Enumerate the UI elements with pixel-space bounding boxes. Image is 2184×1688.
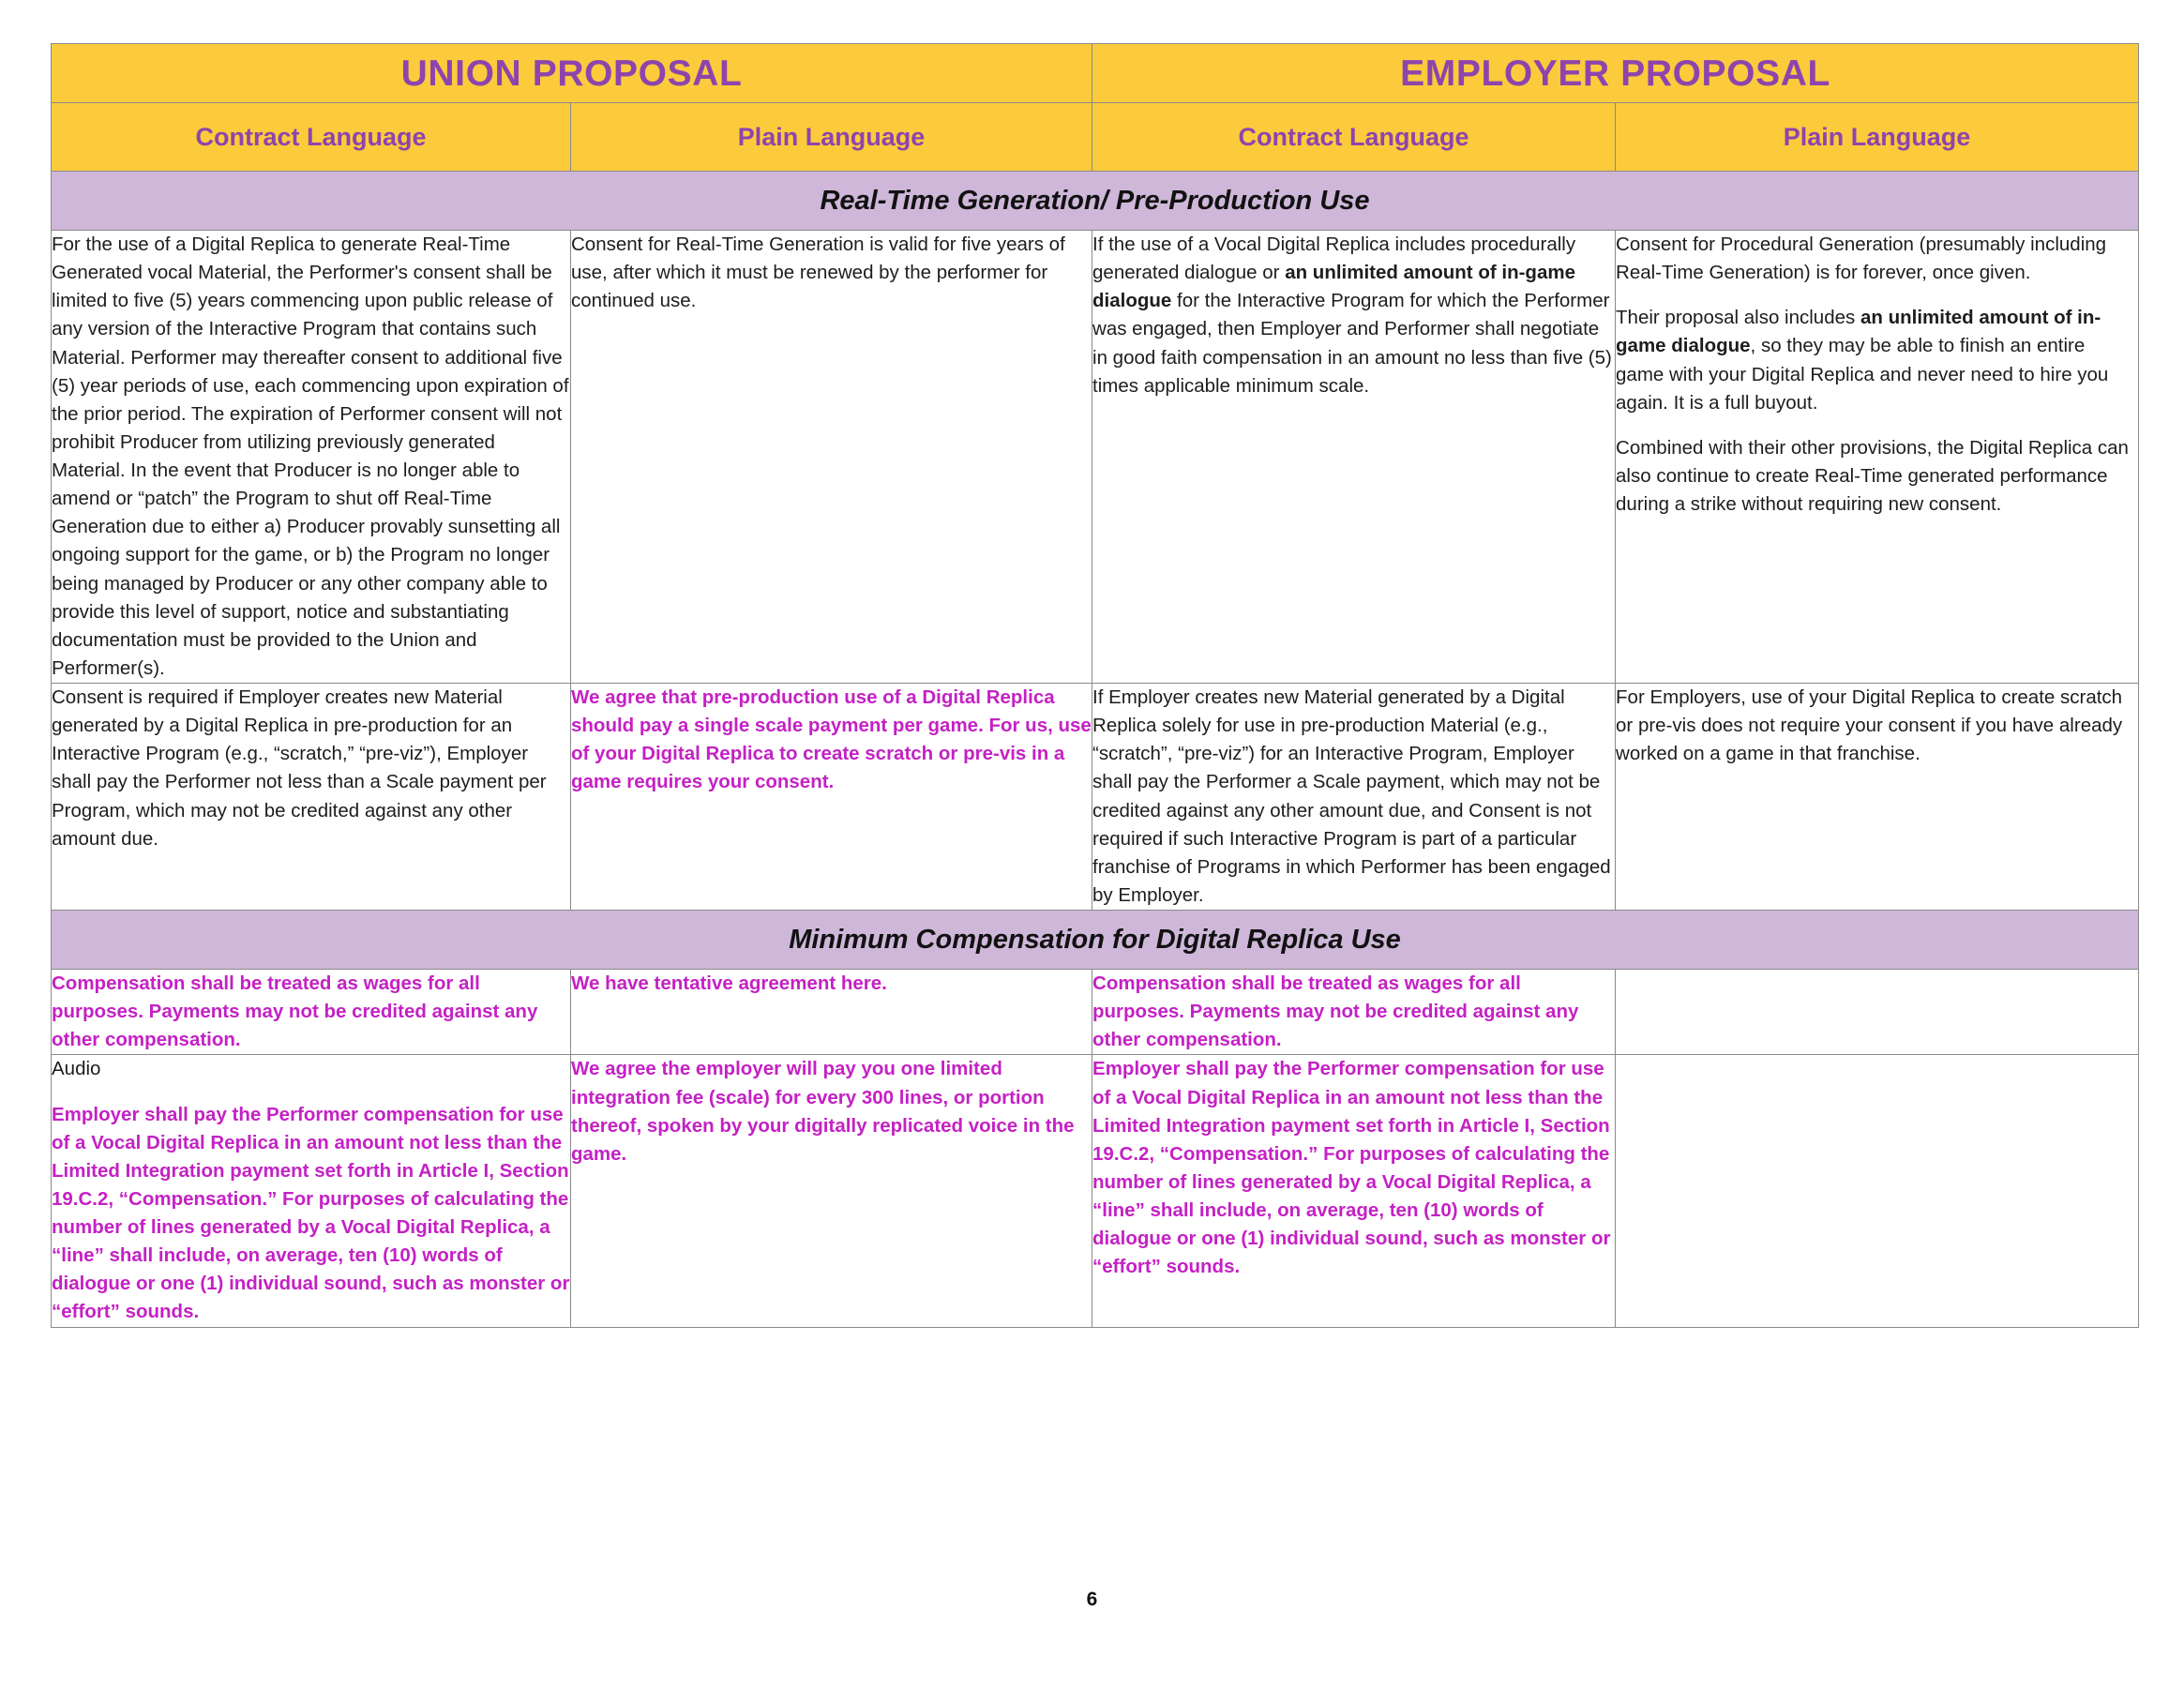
cell-employer-plain	[1616, 1055, 2139, 1327]
section-band-row	[52, 911, 2139, 970]
column-header-label: Contract Language	[1238, 122, 1469, 151]
section-title-label: Real-Time Generation/ Pre-Production Use	[820, 185, 1370, 216]
bold-emphasis: an unlimited amount of in-game dialogue	[1616, 307, 2101, 357]
cell-text	[1616, 304, 2138, 417]
union-proposal-title: UNION PROPOSAL	[400, 53, 743, 94]
cell-text	[1092, 231, 1615, 400]
text-run: Their proposal also includes	[1616, 307, 1860, 329]
cell-union-contract	[52, 684, 571, 911]
section-title-label: Minimum Compensation for Digital Replica Use	[789, 924, 1401, 955]
cell-union-plain	[571, 231, 1092, 684]
page-number: 6	[1086, 1589, 1098, 1610]
table-row	[52, 684, 2139, 911]
table-row	[52, 1055, 2139, 1327]
cell-text: Consent is required if Employer creates new Material generated by a Digital Replica in pre-production for an Interactive Program (e.g., “scratch,” “pre-viz”), Employer shall pay the Performer not less than a Scale payment per Program, which may not be credited against any other amount due.	[52, 686, 547, 850]
cell-text-highlight: We agree the employer will pay you one limited integration fee (scale) for every 300 lines, or portion thereof, spoken by your digitally replicated voice in the game.	[571, 1058, 1075, 1165]
cell-text: For the use of a Digital Replica to generate Real-Time Generated vocal Material, the Performer's consent shall be limited to five (5) years commencing upon public release of any version of the Interactive Program that contains such Material. Performer may thereafter consent to additional five (5) year periods of use, each commencing upon expiration of the prior period. The expiration of Performer consent will not prohibit Producer from utilizing previously generated Material. In the event that Producer is no longer able to amend or “patch” the Program to shut off Real-Time Generation due to either a) Producer provably sunsetting all ongoing support for the game, or b) the Program no longer being managed by Producer or any other company able to provide this level of support, notice and substantiating documentation must be provided to the Union and Performer(s).	[52, 234, 569, 679]
cell-text-highlight: Employer shall pay the Performer compensation for use of a Vocal Digital Replica in an amount not less than the Limited Integration payment set forth in Article I, Section 19.C.2, “Compensation.” For purposes of calculating the number of lines generated by a Vocal Digital Replica, a “line” shall include, on average, ten (10) words of dialogue or one (1) individual sound, such as monster or “effort” sounds.	[1092, 1058, 1611, 1278]
cell-text: Consent for Procedural Generation (presumably including Real-Time Generation) is for forever, once given.	[1616, 234, 2107, 284]
cell-subheading: Audio	[52, 1058, 101, 1080]
section-title-real-time-generation	[52, 172, 2139, 231]
column-header-union-plain-language	[571, 103, 1092, 172]
cell-union-plain	[571, 1055, 1092, 1327]
bold-emphasis: an unlimited amount of in-game dialogue	[1092, 262, 1575, 312]
cell-union-plain	[571, 684, 1092, 911]
cell-text: For Employers, use of your Digital Replica to create scratch or pre-vis does not require your consent if you have already worked on a game in that franchise.	[1616, 686, 2123, 765]
employer-proposal-title: EMPLOYER PROPOSAL	[1400, 53, 1830, 94]
cell-union-contract	[52, 970, 571, 1055]
cell-employer-plain	[1616, 231, 2139, 684]
cell-text-highlight: We agree that pre-production use of a Digital Replica should pay a single scale payment per game. For us, use of your Digital Replica to create scratch or pre-vis in a game requires your consent.	[571, 686, 1092, 793]
union-proposal-banner	[52, 44, 1092, 103]
text-run: for the Interactive Program for which the Performer was engaged, then Employer and Performer shall negotiate in good faith compensation in an amount no less than five (5) times applicable minimum scale.	[1092, 290, 1612, 397]
column-header-label: Plain Language	[737, 122, 926, 151]
cell-employer-plain	[1616, 684, 2139, 911]
cell-text: If Employer creates new Material generated by a Digital Replica solely for use in pre-production Material (e.g., “scratch”, “pre-viz”) for an Interactive Program, Employer shall pay the Performer a Scale payment, which may not be credited against any other amount due, and Consent is not required if such Interactive Program is part of a particular franchise of Programs in which Performer has been engaged by Employer.	[1092, 686, 1611, 906]
cell-employer-contract	[1092, 970, 1616, 1055]
employer-proposal-banner	[1092, 44, 2139, 103]
table-row	[52, 970, 2139, 1055]
cell-text-highlight: Employer shall pay the Performer compensation for use of a Vocal Digital Replica in an amount not less than the Limited Integration payment set forth in Article I, Section 19.C.2, “Compensation.” For purposes of calculating the number of lines generated by a Vocal Digital Replica, a “line” shall include, on average, ten (10) words of dialogue or one (1) individual sound, such as monster or “effort” sounds.	[52, 1103, 570, 1323]
column-header-employer-plain-language	[1616, 103, 2139, 172]
cell-text: Combined with their other provisions, the Digital Replica can also continue to create Real-Time generated performance during a strike without requiring new consent.	[1616, 436, 2129, 515]
column-header-label: Plain Language	[1783, 122, 1971, 151]
section-band-row	[52, 172, 2139, 231]
cell-employer-contract	[1092, 684, 1616, 911]
proposal-comparison-table	[51, 43, 2139, 1328]
cell-union-contract	[52, 231, 571, 684]
cell-text: Consent for Real-Time Generation is valid for five years of use, after which it must be renewed by the performer for continued use.	[571, 234, 1065, 312]
column-header-employer-contract-language	[1092, 103, 1616, 172]
cell-union-contract	[52, 1055, 571, 1327]
text-run: , so they may be able to finish an entire game with your Digital Replica and never need to hire you again. It is a full buyout.	[1616, 335, 2109, 414]
cell-employer-contract	[1092, 231, 1616, 684]
cell-union-plain	[571, 970, 1092, 1055]
column-header-label: Contract Language	[195, 122, 427, 151]
cell-employer-contract	[1092, 1055, 1616, 1327]
cell-text-highlight: Compensation shall be treated as wages for all purposes. Payments may not be credited against any other compensation.	[1092, 972, 1579, 1051]
section-title-minimum-compensation	[52, 911, 2139, 970]
column-header-union-contract-language	[52, 103, 571, 172]
table-column-header-row	[52, 103, 2139, 172]
cell-text-highlight: We have tentative agreement here.	[571, 972, 887, 994]
table-header-banner-row	[52, 44, 2139, 103]
cell-text-highlight: Compensation shall be treated as wages for all purposes. Payments may not be credited against any other compensation.	[52, 972, 538, 1051]
cell-employer-plain	[1616, 970, 2139, 1055]
text-run: If the use of a Vocal Digital Replica includes procedurally generated dialogue or	[1092, 234, 1576, 284]
table-row	[52, 231, 2139, 684]
proposal-comparison-table-wrapper	[51, 43, 2138, 1328]
